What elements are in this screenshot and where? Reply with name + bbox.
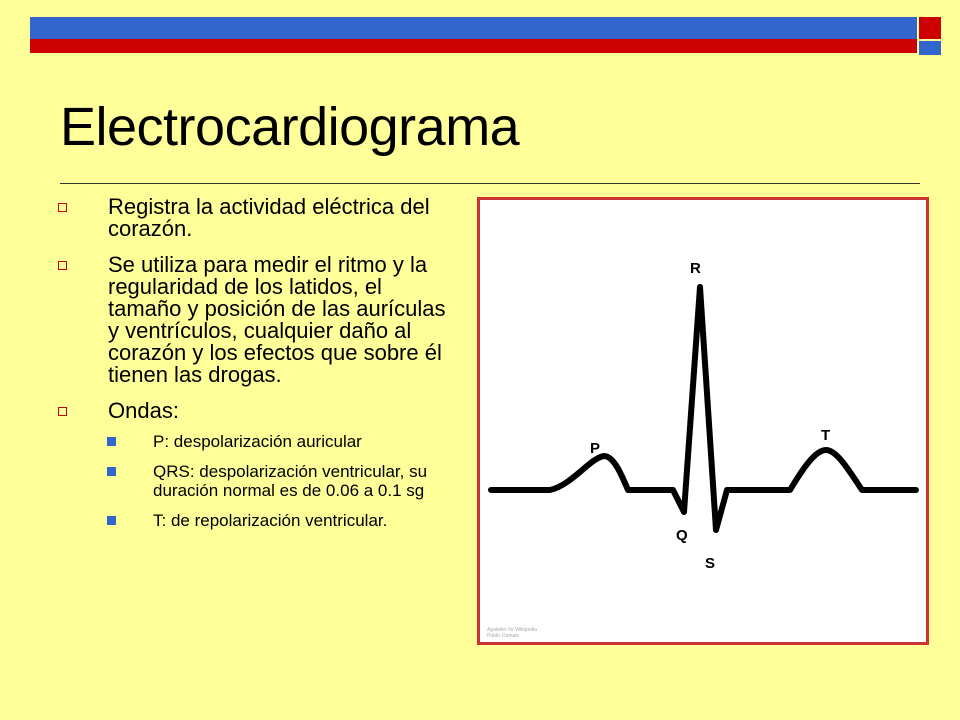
corner-square-red — [919, 17, 941, 39]
label-t: T — [821, 427, 831, 444]
hollow-square-bullet-icon — [58, 203, 67, 212]
hollow-square-bullet-icon — [58, 261, 67, 270]
slide-title: Electrocardiograma — [60, 97, 520, 157]
sub-bullet-item — [106, 462, 456, 500]
ecg-figure — [477, 197, 929, 645]
label-s: S — [705, 555, 716, 572]
label-p: P — [590, 440, 601, 457]
filled-square-bullet-icon — [107, 516, 116, 525]
corner-square-blue — [919, 41, 941, 55]
bullet-item — [56, 254, 456, 386]
filled-square-bullet-icon — [107, 437, 116, 446]
sub-bullet-item — [106, 432, 456, 451]
label-q: Q — [676, 527, 688, 544]
credit-line-2: Public Domain — [487, 633, 520, 639]
header-bar-red — [30, 39, 917, 53]
sub-bullet-list — [106, 432, 456, 530]
ecg-trace — [491, 287, 916, 530]
bullet-item — [56, 196, 456, 240]
filled-square-bullet-icon — [107, 467, 116, 476]
sub-bullet-text: T: de repolarización ventricular. — [153, 511, 388, 530]
ecg-waveform — [480, 200, 926, 642]
title-divider — [60, 183, 920, 184]
sub-bullet-text: QRS: despolarización ventricular, su duración normal es de 0.06 a 0.1 sg — [153, 462, 428, 500]
credit-line-1: Agateller for Wikipedia — [487, 627, 538, 633]
bullet-text: Ondas: — [108, 398, 179, 423]
label-r: R — [690, 260, 701, 277]
bullet-item — [56, 400, 456, 530]
bullet-text: Se utiliza para medir el ritmo y la regularidad de los latidos, el tamaño y posición de las aurículas y ventrículos, cualquier daño al corazón y los efectos que sobre él tienen las drogas. — [108, 252, 446, 387]
hollow-square-bullet-icon — [58, 407, 67, 416]
header-bar-blue — [30, 17, 917, 39]
sub-bullet-item — [106, 511, 456, 530]
bullet-text: Registra la actividad eléctrica del corazón. — [108, 194, 430, 241]
image-credit — [487, 627, 537, 639]
bullet-list — [56, 196, 456, 544]
sub-bullet-text: P: despolarización auricular — [153, 432, 362, 451]
